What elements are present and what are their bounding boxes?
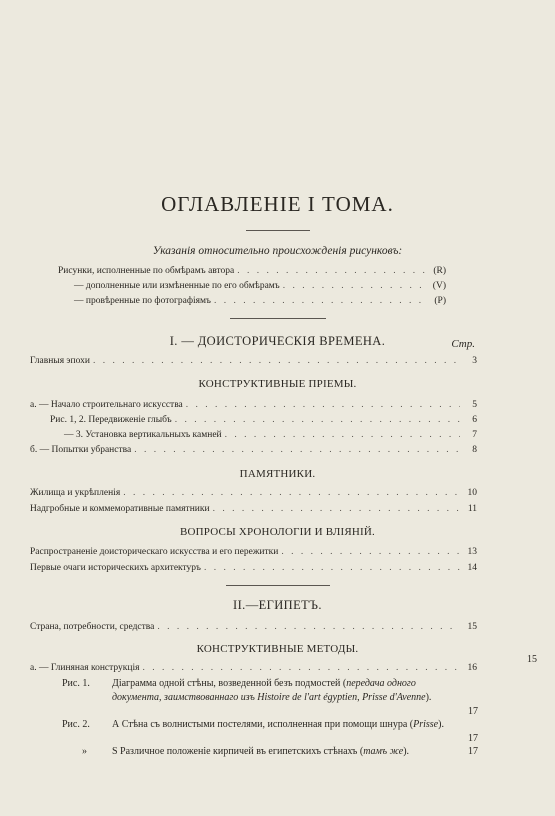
source-mark: (R) [433, 266, 446, 276]
leader-dots [213, 502, 460, 516]
source-mark: (P) [434, 296, 446, 306]
toc-label: Страна, потребности, средства [30, 622, 155, 632]
leader-dots [283, 279, 429, 293]
toc-page: 16 [467, 663, 477, 673]
page-title: ОГЛАВЛЕНІЕ I ТОМА. [161, 192, 394, 216]
toc-label: — 3. Установка вертикальныхъ камней [64, 430, 222, 440]
toc-label: а. — Начало строительнаго искусства [30, 400, 183, 410]
figure-italic: передача одного [346, 678, 416, 689]
figure-italic: d'Avenne [389, 692, 426, 703]
source-mark: (V) [432, 281, 446, 291]
toc-row [30, 502, 477, 516]
figure-text: ). [438, 719, 444, 730]
figure-text: Діаграмма одной стѣны, возведенной безъ подмостей ( [112, 678, 347, 689]
figure-italic: тамъ же [363, 746, 404, 757]
subsection-title: ПАМЯТНИКИ. [239, 468, 316, 480]
sources-heading: Указанія относительно происхожденія рисунковъ: [152, 245, 403, 257]
margin-number: 15 [527, 654, 537, 665]
toc-page: 17 [468, 733, 478, 744]
figure-text: ( [409, 719, 414, 730]
toc-label: Надгробные и коммеморативные памятники [30, 504, 210, 514]
toc-page: 3 [472, 356, 477, 366]
leader-dots [175, 413, 460, 427]
section-rule [226, 585, 330, 586]
toc-page: 8 [472, 445, 477, 455]
title-rule [246, 230, 310, 231]
toc-label: б. — Попытки убранства [30, 445, 132, 455]
figure-entry [112, 745, 409, 759]
leader-dots [186, 398, 460, 412]
leader-dots [134, 443, 460, 457]
toc-label: Рис. 1, 2. Передвиженіе глыбъ [50, 415, 172, 425]
sources-rule [230, 318, 326, 319]
source-label: — дополненные или измѣненные по его обмѣрамъ [74, 281, 280, 291]
toc-label: Главныя эпохи [30, 356, 90, 366]
figure-entry [112, 677, 457, 705]
toc-page: 17 [468, 706, 478, 717]
toc-label: Распространеніе доисторическаго искусства и его пережитки [30, 547, 279, 557]
figure-italic: документа, заимствованнаго изъ [112, 692, 255, 703]
toc-row [30, 354, 477, 368]
leader-dots [123, 486, 460, 500]
figure-text: ). [403, 746, 410, 757]
toc-row [30, 443, 477, 457]
toc-page: 17 [468, 746, 478, 757]
leader-dots [142, 661, 460, 675]
leader-dots [281, 545, 460, 559]
leader-dots [157, 620, 460, 634]
toc-row [30, 661, 477, 675]
toc-label: а. — Глиняная конструкція [30, 663, 140, 673]
figure-italic: Prisse [362, 692, 388, 703]
source-line-photos [58, 294, 446, 308]
toc-row [64, 428, 477, 442]
leader-dots [225, 428, 460, 442]
figure-italic: Histoire de l'art égyptien [257, 692, 358, 703]
toc-row [30, 620, 477, 634]
section-title-prehistoric: I. — ДОИСТОРИЧЕСКІЯ ВРЕМЕНА. [169, 334, 386, 348]
leader-dots [214, 294, 429, 308]
source-line-authors [58, 264, 446, 278]
figure-entry [112, 718, 457, 732]
toc-row [30, 398, 477, 412]
toc-page: 13 [467, 547, 477, 557]
figure-text: , [357, 692, 363, 703]
source-line-modified [58, 279, 446, 293]
toc-page: 11 [467, 504, 477, 514]
source-label: — провѣренные по фотографіямъ [74, 296, 211, 306]
toc-page: 5 [472, 400, 477, 410]
figure-prefix: Рис. 2. [62, 719, 90, 730]
figure-text: А Стѣна съ волнистыми постелями, исполненная при помощи шнура [112, 719, 408, 730]
toc-page: 7 [472, 430, 477, 440]
subsection-title: КОНСТРУКТИВНЫЕ МЕТОДЫ. [196, 643, 359, 655]
toc-row [30, 545, 477, 559]
figure-text: S Различное положеніе кирпичей въ египетскихъ стѣнахъ ( [112, 746, 364, 757]
toc-label: Первые очаги историческихъ архитектуръ [30, 563, 201, 573]
leader-dots [237, 264, 429, 278]
toc-label: Жилища и укрѣпленія [30, 488, 121, 498]
source-label: Рисунки, исполненные по обмѣрамъ автора [58, 266, 235, 276]
toc-row [50, 413, 477, 427]
figure-italic: Prisse [413, 719, 439, 730]
section-title-egypt: II.—ЕГИПЕТЪ. [233, 598, 322, 612]
toc-page: 6 [472, 415, 477, 425]
toc-page: 15 [467, 622, 477, 632]
leader-dots [93, 354, 460, 368]
toc-row [30, 486, 477, 500]
subsection-title: ВОПРОСЫ ХРОНОЛОГІИ И ВЛІЯНІЙ. [179, 526, 375, 538]
toc-page: 10 [467, 488, 477, 498]
page-column-label: Стр. [451, 338, 475, 350]
figure-prefix: » [82, 746, 87, 757]
toc-row [30, 561, 477, 575]
leader-dots [204, 561, 460, 575]
subsection-title: КОНСТРУКТИВНЫЕ ПРІЕМЫ. [198, 378, 357, 390]
figure-prefix: Рис. 1. [62, 678, 90, 689]
toc-page: 14 [467, 563, 477, 573]
figure-text: ). [425, 692, 432, 703]
